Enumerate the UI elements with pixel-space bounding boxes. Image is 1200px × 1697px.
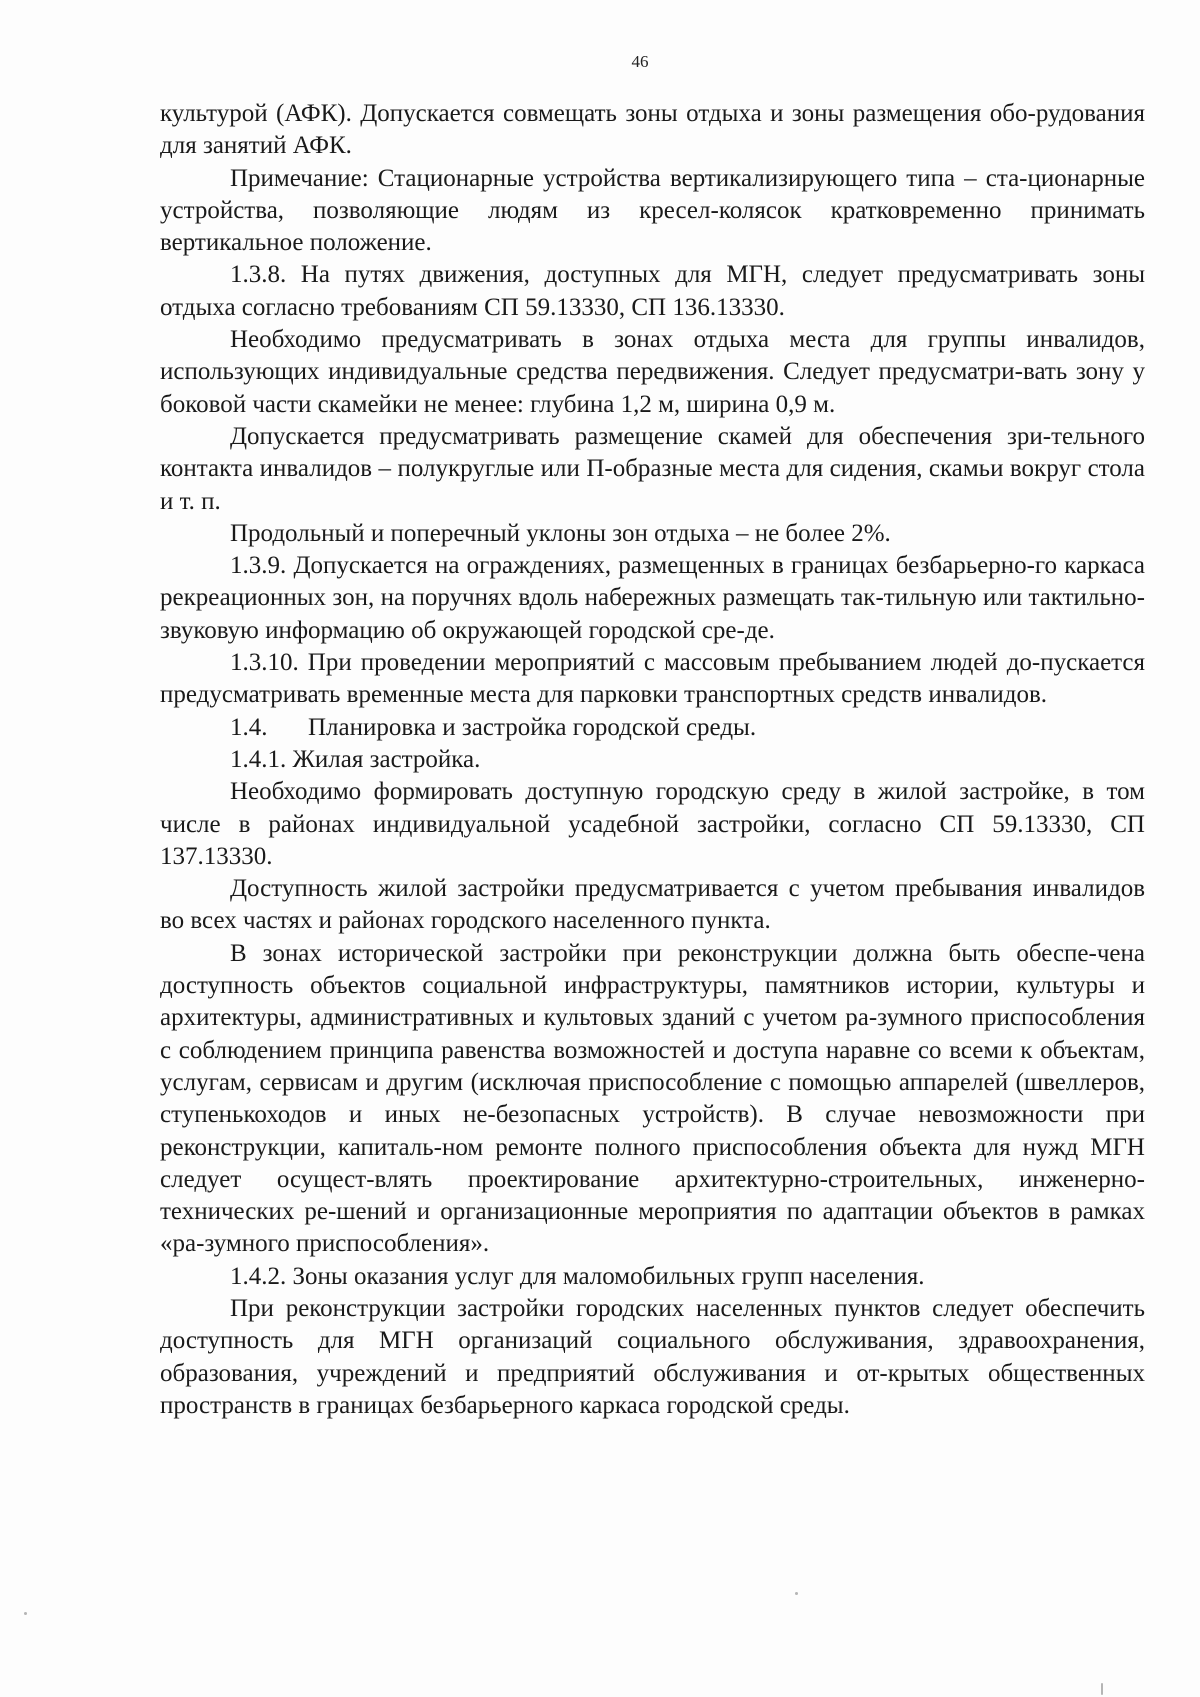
subsection-heading-1-4-1: 1.4.1. Жилая застройка. xyxy=(230,745,481,773)
paragraph-reconstruction-services: При реконструкции застройки городских населенных пунктов следует обеспечить доступность для МГН организаций социального обслуживания, здравоохранения, образования, учреждений и предприятий обслуживания и от-крытых общественных пространств в границах безбарьерного каркаса городской среды. xyxy=(160,1294,1145,1419)
scan-edge-mark xyxy=(1101,1683,1103,1695)
section-number: 1.4. xyxy=(230,713,268,741)
paragraph-1-3-10: 1.3.10. При проведении мероприятий с массовым пребыванием людей до-пускается предусматривать временные места для парковки транспортных средств инвалидов. xyxy=(160,649,1145,709)
section-title: Планировка и застройка городской среды. xyxy=(308,713,757,741)
paragraph-note-verticalizing: Примечание: Стационарные устройства вертикализирующего типа – ста-ционарные устройства, позволяющие людям из кресел-колясок кратковременно принимать вертикальное положение. xyxy=(160,164,1145,257)
paragraph-afk-continuation: культурой (АФК). Допускается совмещать зоны отдыха и зоны размещения обо-рудования для занятий АФК. xyxy=(160,100,1145,160)
paragraph-historic-zones: В зонах исторической застройки при реконструкции должна быть обеспе-чена доступность объектов социальной инфраструктуры, памятников истории, культуры и архитектуры, административных и культовых зданий с учетом ра-зумного приспособления с соблюдением принципа равенства возможностей и доступа наравне со всеми к объектам, услугам, сервисам и другим (исключая приспособление с помощью аппарелей (швеллеров, ступенькоходов и иных не-безопасных устройств). В случае невозможности при реконструкции, капиталь-ном ремонте полного приспособления объекта для нужд МГН следует осущест-влять проектирование архитектурно-строительных, инженерно-технических ре-шений и организационные мероприятия по адаптации объектов в рамках «ра-зумного приспособления». xyxy=(160,939,1145,1258)
paragraph-1-3-8: 1.3.8. На путях движения, доступных для МГН, следует предусматривать зоны отдыха согласно требованиям СП 59.13330, СП 136.13330. xyxy=(160,261,1145,321)
scan-dust-mark xyxy=(24,1612,27,1615)
paragraph-rest-zones-wheelchair: Необходимо предусматривать в зонах отдыха места для группы инвалидов, использующих индивидуальные средства передвижения. Следует предусматри-вать зону у боковой части скамейки не менее: глубина 1,2 м, ширина 0,9 м. xyxy=(160,326,1145,418)
paragraph-residential-availability: Доступность жилой застройки предусматривается с учетом пребывания инвалидов во всех частях и районах городского населенного пункта. xyxy=(160,875,1145,935)
scan-dust-mark xyxy=(795,1592,798,1595)
paragraph-benches-contact: Допускается предусматривать размещение скамей для обеспечения зри-тельного контакта инвалидов – полукруглые или П-образные места для сидения, скамьи вокруг стола и т. п. xyxy=(160,422,1145,515)
paragraph-1-3-9: 1.3.9. Допускается на ограждениях, размещенных в границах безбарьерно-го каркаса рекреационных зон, на поручнях вдоль набережных размещать так-тильную или тактильно-звуковую информацию об окружающей городской сре-де. xyxy=(160,552,1145,644)
paragraph-slopes: Продольный и поперечный уклоны зон отдыха – не более 2%. xyxy=(230,519,891,547)
document-body xyxy=(160,98,1145,1422)
paragraph-residential-accessible: Необходимо формировать доступную городскую среду в жилой застройке, в том числе в районах индивидуальной усадебной застройки, согласно СП 59.13330, СП 137.13330. xyxy=(160,778,1145,870)
section-heading-1-4 xyxy=(160,712,1145,744)
subsection-heading-1-4-2: 1.4.2. Зоны оказания услуг для маломобильных групп населения. xyxy=(230,1262,925,1290)
page-number: 46 xyxy=(631,52,649,71)
